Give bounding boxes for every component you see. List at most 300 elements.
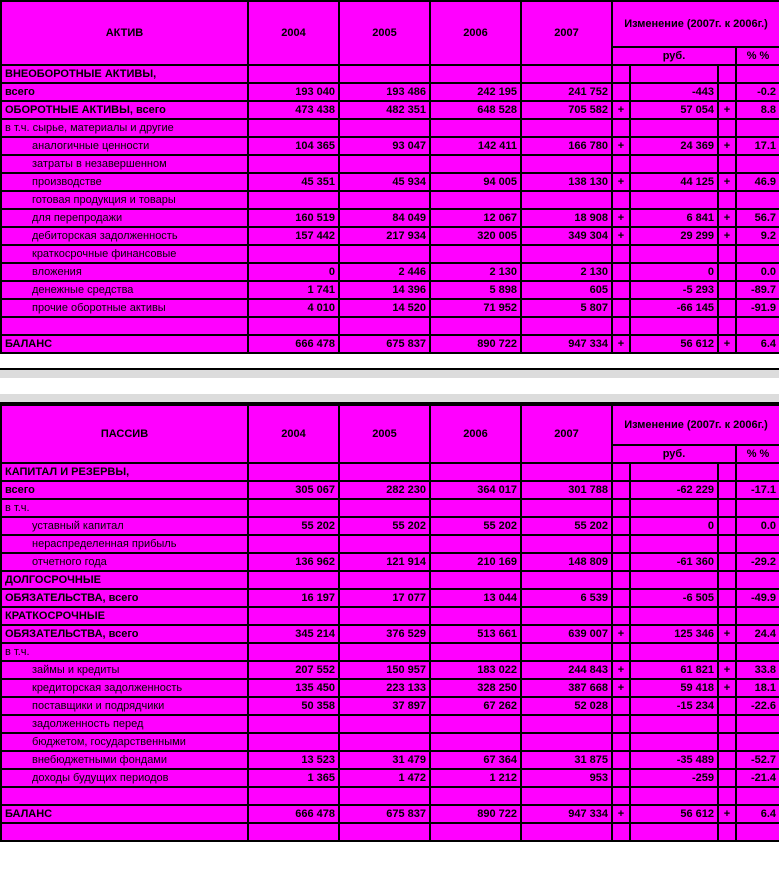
value-cell: 282 230 <box>339 481 430 499</box>
change-pct-sign: + <box>718 209 736 227</box>
change-rub: 0 <box>630 263 718 281</box>
change-pct: 0.0 <box>736 263 779 281</box>
value-cell: 183 022 <box>430 661 521 679</box>
change-pct-sign <box>718 607 736 625</box>
value-cell: 18 908 <box>521 209 612 227</box>
change-sign <box>612 263 630 281</box>
change-rub <box>630 155 718 173</box>
change-pct-sign <box>718 751 736 769</box>
change-pct: 33.8 <box>736 661 779 679</box>
change-sign <box>612 463 630 481</box>
value-cell: 2 446 <box>339 263 430 281</box>
assets-table <box>0 0 779 354</box>
table-row <box>1 589 779 607</box>
value-cell <box>521 643 612 661</box>
value-cell: 136 962 <box>248 553 339 571</box>
rub-header: руб. <box>612 445 736 463</box>
row-label: кредиторская задолженность <box>1 679 248 697</box>
row-label: ОБОРОТНЫЕ АКТИВЫ, всего <box>1 101 248 119</box>
change-sign <box>612 65 630 83</box>
table-row <box>1 643 779 661</box>
value-cell: 364 017 <box>430 481 521 499</box>
value-cell: 104 365 <box>248 137 339 155</box>
change-sign: + <box>612 101 630 119</box>
change-rub <box>630 191 718 209</box>
value-cell <box>430 499 521 517</box>
change-rub: 61 821 <box>630 661 718 679</box>
pct-header: % % <box>736 445 779 463</box>
change-pct-sign <box>718 769 736 787</box>
value-cell: 345 214 <box>248 625 339 643</box>
value-cell: 12 067 <box>430 209 521 227</box>
change-pct: -49.9 <box>736 589 779 607</box>
row-label: ОБЯЗАТЕЛЬСТВА, всего <box>1 589 248 607</box>
row-label <box>1 823 248 841</box>
change-rub: -61 360 <box>630 553 718 571</box>
change-sign <box>612 769 630 787</box>
value-cell <box>521 571 612 589</box>
table-row <box>1 65 779 83</box>
table-row <box>1 335 779 353</box>
change-pct-sign <box>718 481 736 499</box>
change-rub: 24 369 <box>630 137 718 155</box>
value-cell <box>339 499 430 517</box>
change-pct <box>736 317 779 335</box>
change-pct-sign <box>718 535 736 553</box>
value-cell: 513 661 <box>430 625 521 643</box>
value-cell <box>248 155 339 173</box>
value-cell: 142 411 <box>430 137 521 155</box>
value-cell <box>521 463 612 481</box>
change-pct <box>736 191 779 209</box>
value-cell: 50 358 <box>248 697 339 715</box>
value-cell <box>248 643 339 661</box>
value-cell: 55 202 <box>248 517 339 535</box>
change-sign <box>612 481 630 499</box>
change-pct: 56.7 <box>736 209 779 227</box>
value-cell <box>339 607 430 625</box>
value-cell: 648 528 <box>430 101 521 119</box>
value-cell <box>430 607 521 625</box>
value-cell: 666 478 <box>248 805 339 823</box>
value-cell: 217 934 <box>339 227 430 245</box>
value-cell: 55 202 <box>339 517 430 535</box>
table-row <box>1 281 779 299</box>
change-header: Изменение (2007г. к 2006г.) <box>612 1 779 47</box>
year-2007-header: 2007 <box>521 405 612 463</box>
row-label: БАЛАНС <box>1 335 248 353</box>
value-cell <box>339 823 430 841</box>
change-rub: -5 293 <box>630 281 718 299</box>
value-cell: 207 552 <box>248 661 339 679</box>
change-pct-sign: + <box>718 173 736 191</box>
value-cell <box>339 245 430 263</box>
row-label: задолженность перед <box>1 715 248 733</box>
change-pct-sign <box>718 317 736 335</box>
row-label: БАЛАНС <box>1 805 248 823</box>
value-cell: 138 130 <box>521 173 612 191</box>
change-pct-sign <box>718 245 736 263</box>
row-label: аналогичные ценности <box>1 137 248 155</box>
change-pct <box>736 571 779 589</box>
change-sign <box>612 643 630 661</box>
change-pct <box>736 463 779 481</box>
change-sign <box>612 589 630 607</box>
year-2004-header: 2004 <box>248 1 339 65</box>
change-sign <box>612 517 630 535</box>
value-cell: 150 957 <box>339 661 430 679</box>
change-rub: -66 145 <box>630 299 718 317</box>
value-cell <box>339 155 430 173</box>
liabilities-table <box>0 404 779 842</box>
value-cell: 13 044 <box>430 589 521 607</box>
row-label: в т.ч. <box>1 499 248 517</box>
change-rub <box>630 463 718 481</box>
value-cell: 121 914 <box>339 553 430 571</box>
change-pct: 8.8 <box>736 101 779 119</box>
row-label: производстве <box>1 173 248 191</box>
table-row <box>1 823 779 841</box>
row-label: отчетного года <box>1 553 248 571</box>
change-rub <box>630 119 718 137</box>
value-cell: 37 897 <box>339 697 430 715</box>
change-pct-sign <box>718 281 736 299</box>
value-cell <box>521 155 612 173</box>
change-pct <box>736 787 779 805</box>
row-label: в т.ч. сырье, материалы и другие <box>1 119 248 137</box>
change-sign <box>612 787 630 805</box>
change-pct-sign: + <box>718 335 736 353</box>
table-row <box>1 679 779 697</box>
value-cell <box>521 317 612 335</box>
change-sign <box>612 715 630 733</box>
table-row <box>1 191 779 209</box>
change-pct-sign <box>718 65 736 83</box>
value-cell <box>339 65 430 83</box>
change-pct: 46.9 <box>736 173 779 191</box>
change-pct: -0.2 <box>736 83 779 101</box>
value-cell <box>339 317 430 335</box>
change-rub: -6 505 <box>630 589 718 607</box>
value-cell: 31 875 <box>521 751 612 769</box>
value-cell <box>521 535 612 553</box>
row-label <box>1 787 248 805</box>
table-row <box>1 317 779 335</box>
value-cell <box>430 823 521 841</box>
value-cell: 5 807 <box>521 299 612 317</box>
change-pct-sign <box>718 823 736 841</box>
table-row <box>1 137 779 155</box>
table-row <box>1 83 779 101</box>
value-cell: 1 212 <box>430 769 521 787</box>
table-row <box>1 227 779 245</box>
value-cell <box>430 571 521 589</box>
value-cell: 5 898 <box>430 281 521 299</box>
value-cell <box>339 715 430 733</box>
value-cell: 4 010 <box>248 299 339 317</box>
change-rub: -62 229 <box>630 481 718 499</box>
value-cell: 13 523 <box>248 751 339 769</box>
change-rub <box>630 499 718 517</box>
change-sign <box>612 299 630 317</box>
change-sign: + <box>612 227 630 245</box>
value-cell: 953 <box>521 769 612 787</box>
rub-header: руб. <box>612 47 736 65</box>
change-pct: -22.6 <box>736 697 779 715</box>
value-cell: 666 478 <box>248 335 339 353</box>
change-pct: 6.4 <box>736 805 779 823</box>
change-sign <box>612 535 630 553</box>
change-pct-sign <box>718 463 736 481</box>
table-row <box>1 245 779 263</box>
change-pct-sign <box>718 499 736 517</box>
value-cell <box>430 643 521 661</box>
value-cell <box>430 191 521 209</box>
value-cell <box>521 733 612 751</box>
table-row <box>1 733 779 751</box>
pct-header: % % <box>736 47 779 65</box>
value-cell <box>430 733 521 751</box>
table-row <box>1 463 779 481</box>
change-pct-sign: + <box>718 661 736 679</box>
value-cell <box>430 463 521 481</box>
value-cell <box>248 733 339 751</box>
change-pct: 18.1 <box>736 679 779 697</box>
change-pct-sign <box>718 517 736 535</box>
year-2006-header: 2006 <box>430 405 521 463</box>
assets-title: АКТИВ <box>1 1 248 65</box>
change-sign <box>612 245 630 263</box>
change-rub <box>630 607 718 625</box>
value-cell: 210 169 <box>430 553 521 571</box>
change-pct-sign: + <box>718 227 736 245</box>
value-cell <box>521 823 612 841</box>
change-pct <box>736 643 779 661</box>
change-rub <box>630 643 718 661</box>
table-row <box>1 805 779 823</box>
liabilities-title: ПАССИВ <box>1 405 248 463</box>
change-rub: 6 841 <box>630 209 718 227</box>
change-header: Изменение (2007г. к 2006г.) <box>612 405 779 445</box>
change-pct <box>736 499 779 517</box>
change-rub: 29 299 <box>630 227 718 245</box>
table-row <box>1 119 779 137</box>
table-row <box>1 263 779 281</box>
change-pct-sign: + <box>718 679 736 697</box>
value-cell: 387 668 <box>521 679 612 697</box>
table-row <box>1 697 779 715</box>
value-cell <box>248 119 339 137</box>
change-pct-sign <box>718 715 736 733</box>
change-pct <box>736 155 779 173</box>
assets-rows <box>1 65 779 353</box>
value-cell: 705 582 <box>521 101 612 119</box>
row-label <box>1 317 248 335</box>
value-cell <box>248 191 339 209</box>
value-cell <box>339 119 430 137</box>
value-cell: 148 809 <box>521 553 612 571</box>
change-pct: -29.2 <box>736 553 779 571</box>
change-sign <box>612 607 630 625</box>
value-cell: 241 752 <box>521 83 612 101</box>
value-cell <box>430 155 521 173</box>
section-separator <box>0 368 779 404</box>
value-cell: 301 788 <box>521 481 612 499</box>
value-cell: 67 364 <box>430 751 521 769</box>
change-pct-sign <box>718 263 736 281</box>
value-cell <box>430 535 521 553</box>
change-pct-sign <box>718 697 736 715</box>
row-label: готовая продукция и товары <box>1 191 248 209</box>
year-2004-header: 2004 <box>248 405 339 463</box>
change-pct <box>736 65 779 83</box>
change-sign: + <box>612 173 630 191</box>
table-row <box>1 101 779 119</box>
value-cell <box>521 245 612 263</box>
value-cell: 890 722 <box>430 335 521 353</box>
table-row <box>1 625 779 643</box>
table-row <box>1 209 779 227</box>
row-label: бюджетом, государственными <box>1 733 248 751</box>
value-cell: 193 486 <box>339 83 430 101</box>
change-rub: 125 346 <box>630 625 718 643</box>
change-sign <box>612 191 630 209</box>
row-label: прочие оборотные активы <box>1 299 248 317</box>
change-rub: -443 <box>630 83 718 101</box>
change-rub <box>630 787 718 805</box>
value-cell <box>430 715 521 733</box>
value-cell: 160 519 <box>248 209 339 227</box>
change-rub <box>630 317 718 335</box>
table-row <box>1 607 779 625</box>
change-rub <box>630 65 718 83</box>
value-cell <box>430 245 521 263</box>
change-pct <box>736 535 779 553</box>
change-pct-sign: + <box>718 625 736 643</box>
value-cell <box>248 499 339 517</box>
value-cell <box>521 119 612 137</box>
row-label: денежные средства <box>1 281 248 299</box>
value-cell: 71 952 <box>430 299 521 317</box>
value-cell: 67 262 <box>430 697 521 715</box>
change-sign: + <box>612 805 630 823</box>
change-rub <box>630 245 718 263</box>
value-cell: 947 334 <box>521 335 612 353</box>
table-row <box>1 661 779 679</box>
table-row <box>1 535 779 553</box>
change-pct <box>736 245 779 263</box>
value-cell <box>521 191 612 209</box>
value-cell: 349 304 <box>521 227 612 245</box>
value-cell: 94 005 <box>430 173 521 191</box>
value-cell: 193 040 <box>248 83 339 101</box>
row-label: всего <box>1 481 248 499</box>
table-row <box>1 787 779 805</box>
change-rub <box>630 733 718 751</box>
change-sign: + <box>612 679 630 697</box>
value-cell: 93 047 <box>339 137 430 155</box>
value-cell <box>339 463 430 481</box>
value-cell <box>248 535 339 553</box>
change-pct <box>736 823 779 841</box>
row-label: для перепродажи <box>1 209 248 227</box>
change-pct-sign <box>718 119 736 137</box>
year-2006-header: 2006 <box>430 1 521 65</box>
value-cell: 482 351 <box>339 101 430 119</box>
change-rub: 44 125 <box>630 173 718 191</box>
change-pct-sign <box>718 191 736 209</box>
value-cell: 1 365 <box>248 769 339 787</box>
value-cell <box>248 715 339 733</box>
value-cell: 14 396 <box>339 281 430 299</box>
value-cell: 16 197 <box>248 589 339 607</box>
table-row <box>1 517 779 535</box>
value-cell: 605 <box>521 281 612 299</box>
value-cell: 2 130 <box>430 263 521 281</box>
value-cell: 157 442 <box>248 227 339 245</box>
change-sign <box>612 823 630 841</box>
row-label: всего <box>1 83 248 101</box>
change-pct: -89.7 <box>736 281 779 299</box>
change-pct: 9.2 <box>736 227 779 245</box>
row-label: займы и кредиты <box>1 661 248 679</box>
change-pct: -52.7 <box>736 751 779 769</box>
row-label: внебюджетными фондами <box>1 751 248 769</box>
value-cell: 675 837 <box>339 805 430 823</box>
value-cell: 890 722 <box>430 805 521 823</box>
table-row <box>1 499 779 517</box>
value-cell <box>430 787 521 805</box>
change-sign <box>612 83 630 101</box>
change-rub: -35 489 <box>630 751 718 769</box>
value-cell <box>248 65 339 83</box>
table-row <box>1 571 779 589</box>
value-cell: 947 334 <box>521 805 612 823</box>
value-cell: 0 <box>248 263 339 281</box>
liabilities-rows <box>1 463 779 841</box>
value-cell: 55 202 <box>430 517 521 535</box>
row-label: ВНЕОБОРОТНЫЕ АКТИВЫ, <box>1 65 248 83</box>
value-cell: 639 007 <box>521 625 612 643</box>
value-cell: 2 130 <box>521 263 612 281</box>
value-cell: 376 529 <box>339 625 430 643</box>
change-pct-sign: + <box>718 101 736 119</box>
year-2007-header: 2007 <box>521 1 612 65</box>
value-cell: 223 133 <box>339 679 430 697</box>
change-sign <box>612 155 630 173</box>
value-cell <box>521 715 612 733</box>
change-sign: + <box>612 625 630 643</box>
change-pct <box>736 733 779 751</box>
value-cell <box>339 643 430 661</box>
value-cell: 1 472 <box>339 769 430 787</box>
table-row <box>1 481 779 499</box>
change-pct-sign <box>718 571 736 589</box>
table-row <box>1 155 779 173</box>
value-cell <box>521 65 612 83</box>
change-pct <box>736 607 779 625</box>
row-label: КРАТКОСРОЧНЫЕ <box>1 607 248 625</box>
row-label: ДОЛГОСРОЧНЫЕ <box>1 571 248 589</box>
change-pct <box>736 119 779 137</box>
change-pct: -91.9 <box>736 299 779 317</box>
change-pct-sign <box>718 553 736 571</box>
row-label: вложения <box>1 263 248 281</box>
value-cell <box>248 823 339 841</box>
value-cell <box>248 607 339 625</box>
value-cell: 135 450 <box>248 679 339 697</box>
change-sign <box>612 571 630 589</box>
